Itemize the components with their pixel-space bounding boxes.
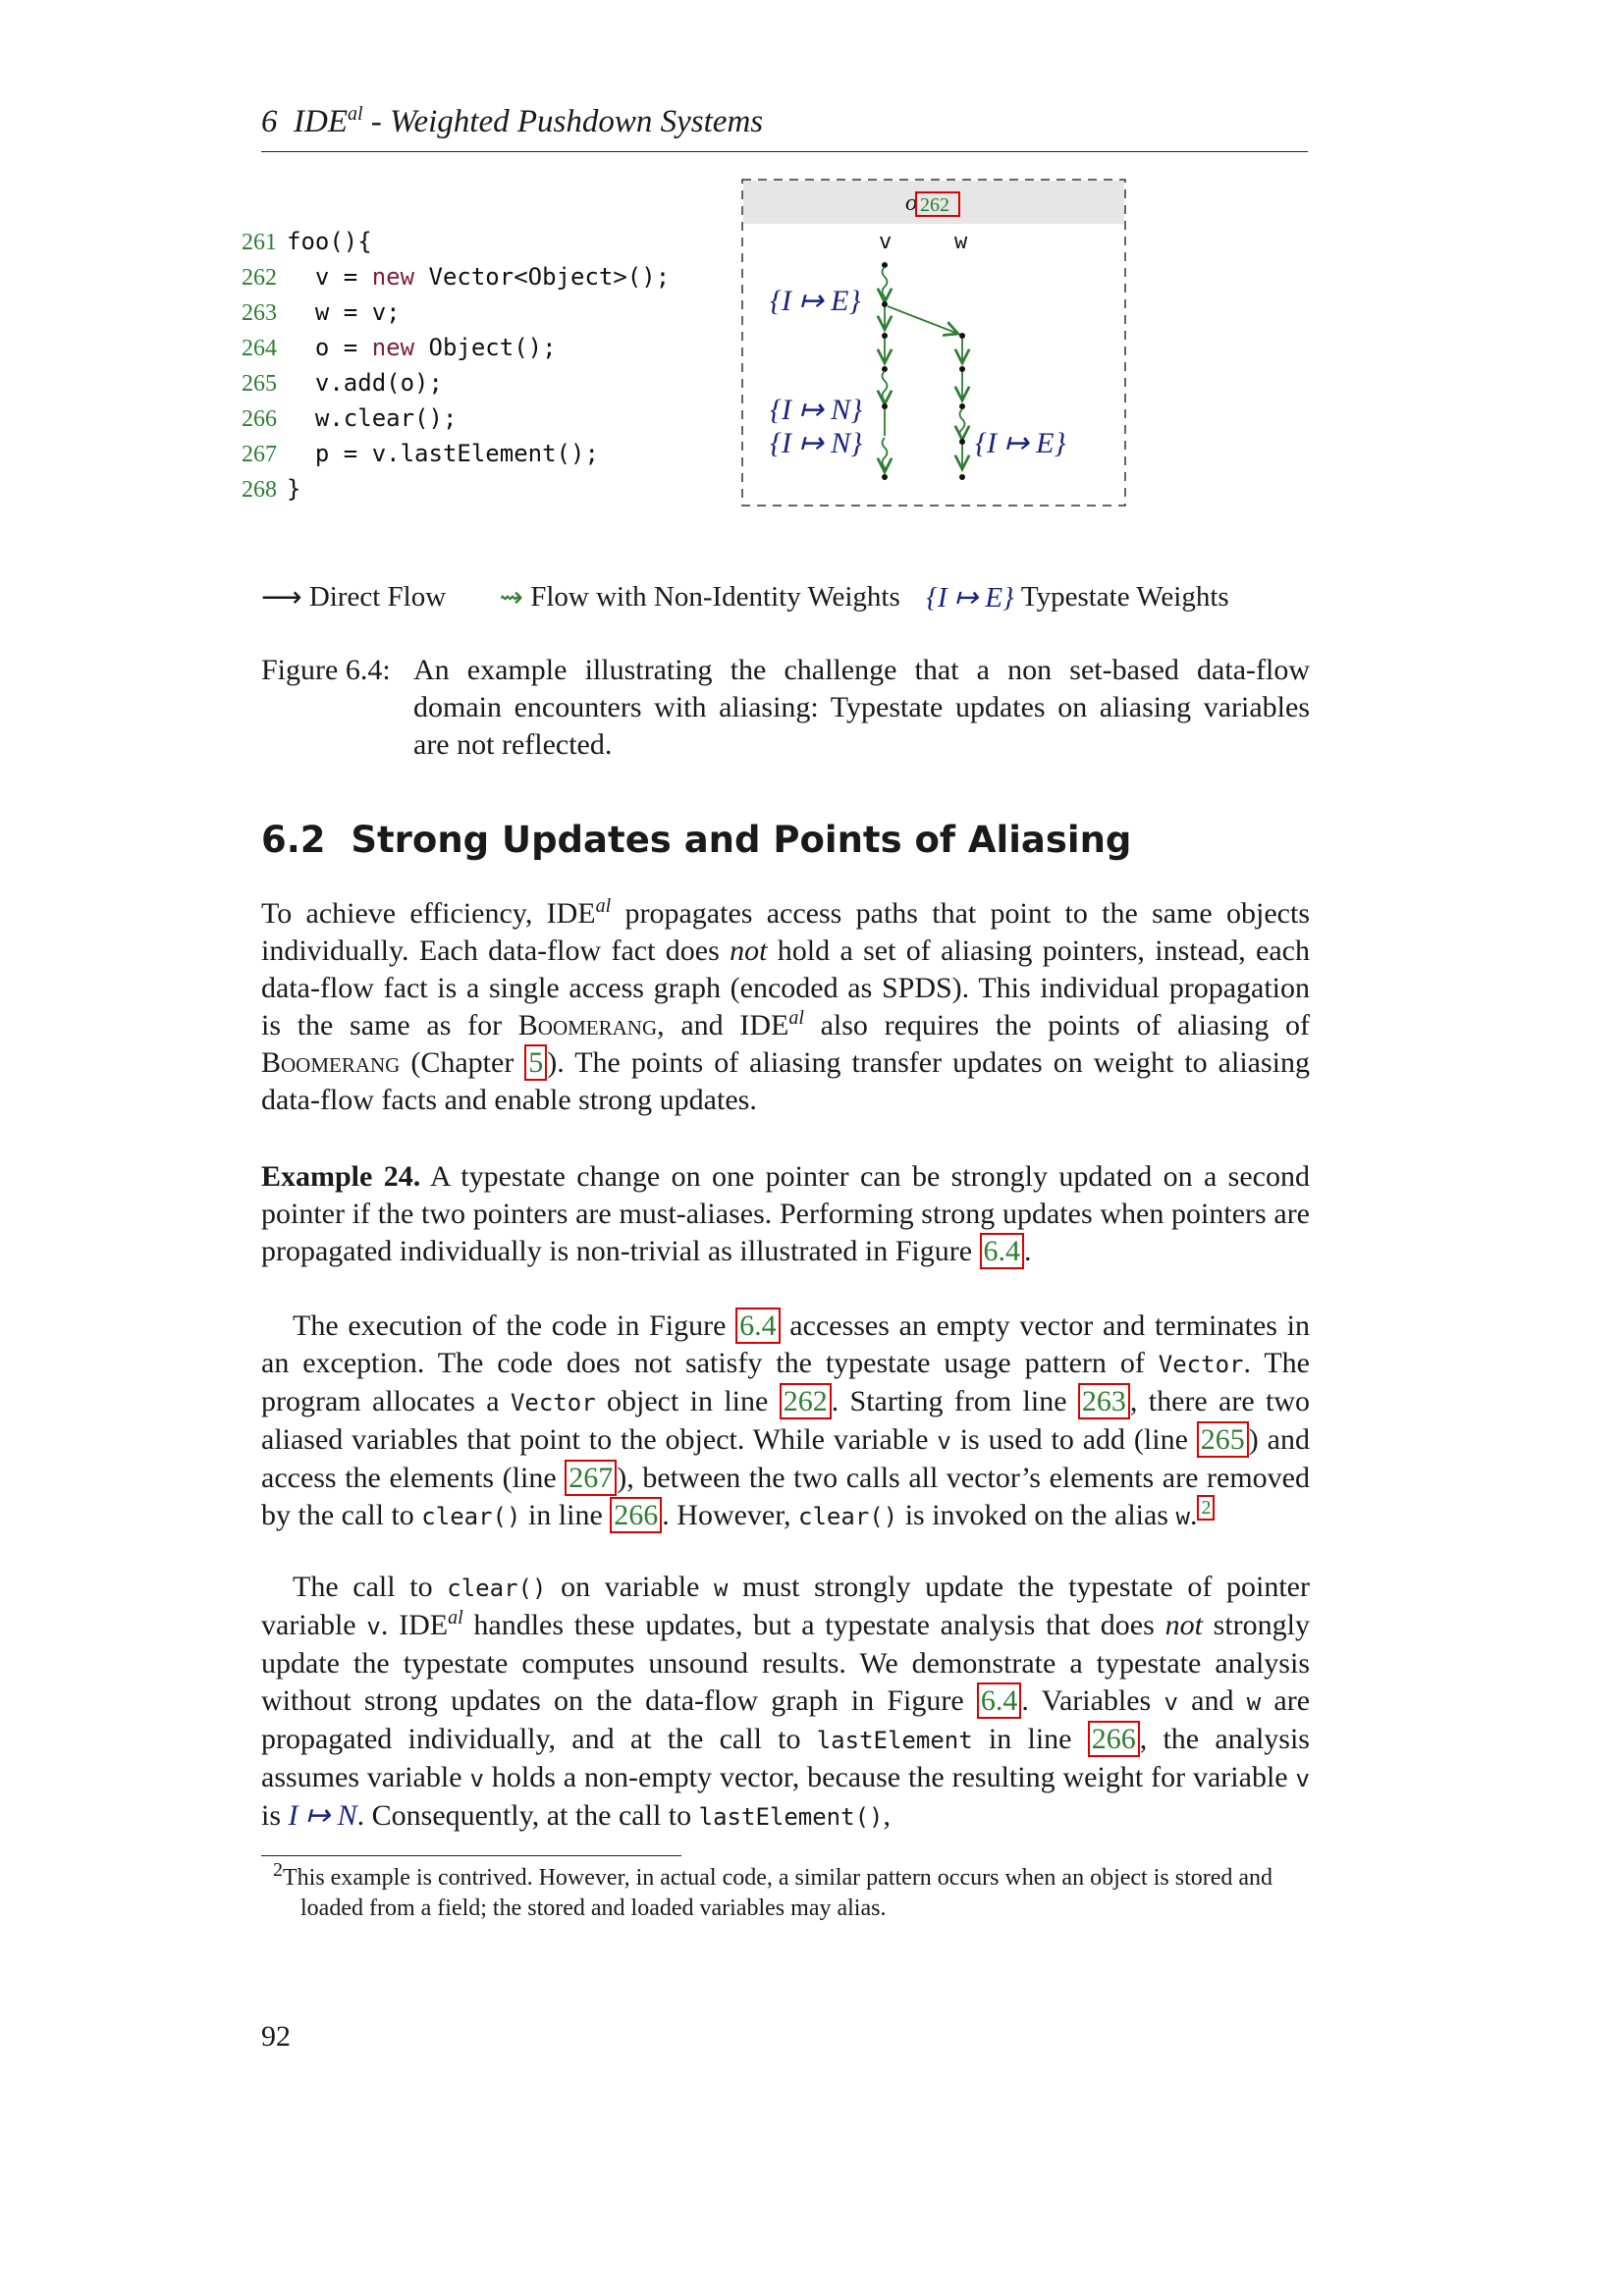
header-title-prefix: IDE bbox=[294, 104, 348, 139]
code-line-number: 261 bbox=[242, 230, 277, 255]
code-line-text: v = new Vector<Object>(); bbox=[314, 263, 671, 291]
line-ref-link[interactable]: 265 bbox=[1197, 1421, 1249, 1458]
wavy-edge-v-1 bbox=[883, 267, 888, 296]
alias-edge-v-w bbox=[888, 306, 958, 334]
code-line-text: foo(){ bbox=[287, 228, 372, 255]
wavy-flow-label: Flow with Non-Identity Weights bbox=[530, 580, 900, 613]
paragraph-1: To achieve efficiency, $IDE^{al}$ propagates access paths that point to the same objects individually. Each data-flow fact does not hold a set of aliasing pointers, instead, each data-flow fact is a single access graph (encoded as SPDS). This individual propagation is the same as for Boomerang, and $IDE^{al}$ also requires the points of aliasing of Boomerang (Chapter 5 ). The points of aliasing transfer updates on weight to aliasing data-flow facts and enable strong updates. bbox=[261, 895, 1311, 1116]
footnote-rule bbox=[261, 1855, 681, 1856]
wavy-edge-w-3 bbox=[960, 409, 965, 439]
chapter-ref-link[interactable]: 5 bbox=[524, 1044, 547, 1081]
line-ref-link[interactable]: 263 bbox=[1078, 1383, 1130, 1419]
figure-ref-link[interactable]: 6.4 bbox=[977, 1682, 1022, 1719]
code-line-text: w = v; bbox=[314, 298, 401, 326]
code-line-text: v.add(o); bbox=[314, 369, 443, 397]
line-ref-link[interactable]: 267 bbox=[565, 1460, 617, 1496]
node-v-5 bbox=[882, 403, 888, 409]
dataflow-diagram bbox=[0, 0, 1624, 550]
node-w-3 bbox=[959, 403, 965, 409]
diagram-heading-letter: o bbox=[905, 190, 917, 216]
code-line-number: 263 bbox=[242, 300, 277, 326]
node-w-4 bbox=[959, 439, 965, 445]
weight-label-4: {I ↦ E} bbox=[975, 427, 1066, 459]
code-line-number: 268 bbox=[242, 477, 277, 503]
direct-flow-arrow-icon: ⟶ bbox=[261, 581, 302, 614]
wavy-edge-v-4 bbox=[883, 371, 888, 400]
figure-ref-link[interactable]: 6.4 bbox=[980, 1233, 1025, 1269]
line-ref-link[interactable]: 266 bbox=[1088, 1721, 1140, 1757]
node-v-3 bbox=[882, 333, 888, 339]
code-line-number: 267 bbox=[242, 442, 277, 467]
footnote-ref-link[interactable]: 2 bbox=[1197, 1495, 1215, 1521]
code-line-text: p = v.lastElement(); bbox=[314, 440, 599, 467]
diagram-column-w: w bbox=[954, 230, 968, 254]
footnote-text: This example is contrived. However, in actual code, a similar pattern occurs when an object is stored and loaded from a field; the stored and loaded variables may alias. bbox=[283, 1865, 1273, 1921]
section-title: Strong Updates and Points of Aliasing bbox=[351, 819, 1132, 861]
footnote-mark: 2 bbox=[273, 1859, 283, 1881]
typestate-label: Typestate Weights bbox=[1020, 580, 1229, 613]
example-label: Example 24. bbox=[261, 1160, 421, 1193]
section-number: 6.2 bbox=[261, 819, 326, 861]
line-ref-link[interactable]: 266 bbox=[610, 1497, 662, 1533]
direct-flow-label: Direct Flow bbox=[308, 580, 447, 613]
code-line-number: 264 bbox=[242, 336, 277, 361]
code-line-number: 265 bbox=[242, 371, 277, 397]
caption-label: Figure 6.4: bbox=[261, 654, 391, 686]
typestate-math: {I ↦ E} bbox=[926, 581, 1014, 614]
diagram-heading-ref: 262 bbox=[920, 194, 949, 216]
code-line-text: w.clear(); bbox=[314, 404, 458, 432]
node-w-5 bbox=[959, 474, 965, 480]
wavy-flow-arrow-icon: ⇝ bbox=[499, 581, 523, 614]
figure-ref-link[interactable]: 6.4 bbox=[735, 1308, 781, 1344]
example-24: Example 24. A typestate change on one pointer can be strongly updated on a second pointer if the two pointers are must-aliases. Performing strong updates when pointers are propagated individually is non-trivial as illustrated in Figure 6.4 . bbox=[261, 1160, 1310, 1267]
caption-text: An example illustrating the challenge that a non set-based data-flow domain encounters with aliasing: Typestate updates on aliasing variables are not reflected. bbox=[413, 654, 1310, 761]
node-v-2 bbox=[882, 301, 888, 307]
paragraph-3: The call to clear() on variable w must strongly update the typestate of pointer variable v. $IDE^{al}$ handles these updates, but a typestate analysis that does not strongly update the typestate computes unsound results. We demonstrate a typestate analysis without strong updates on the data-flow graph in Figure 6.4 . Variables v and w are propagated individually, and at the call to lastElement in line 266 , the analysis assumes variable v holds a non-empty vector, because the resulting weight for variable v is I ↦ N. Consequently, at the call to lastElement(), bbox=[261, 1571, 1311, 1832]
paragraph-2: The execution of the code in Figure 6.4 accesses an empty vector and terminates in an exception. The code does not satisfy the typestate usage pattern of Vector. The program allocates a Vector object in line 262 . Starting from line 263 , there are two aliased variables that point to the object. While variable v is used to add (line 265 ) and access the elements (line 267 ), between the two calls all vector’s elements are removed by the call to clear() in line 266 . However, clear() is invoked on the alias w. $^2$ bbox=[261, 1309, 1311, 1531]
node-v-6 bbox=[882, 474, 888, 480]
code-line-number: 262 bbox=[242, 265, 277, 291]
code-line-number: 266 bbox=[242, 406, 277, 432]
footnote bbox=[261, 1859, 1310, 1924]
figure-caption bbox=[261, 652, 1310, 764]
weight-label-3: {I ↦ N} bbox=[770, 427, 863, 459]
line-ref-link[interactable]: 262 bbox=[780, 1383, 832, 1419]
section-heading bbox=[261, 819, 1131, 861]
weight-label-1: {I ↦ E} bbox=[770, 285, 861, 317]
node-w-1 bbox=[959, 333, 965, 339]
chapter-number: 6 bbox=[261, 104, 278, 139]
wavy-edge-v-5 bbox=[883, 438, 888, 467]
header-title-sup: al bbox=[347, 103, 363, 125]
page-number: 92 bbox=[261, 2020, 291, 2053]
figure-legend bbox=[261, 579, 1341, 614]
node-w-2 bbox=[959, 366, 965, 372]
header-title-suffix: - Weighted Pushdown Systems bbox=[362, 104, 764, 139]
code-line-text: } bbox=[287, 475, 301, 503]
weight-label-2: {I ↦ N} bbox=[770, 394, 863, 426]
diagram-column-v: v bbox=[879, 230, 893, 254]
code-line-text: o = new Object(); bbox=[314, 334, 557, 361]
